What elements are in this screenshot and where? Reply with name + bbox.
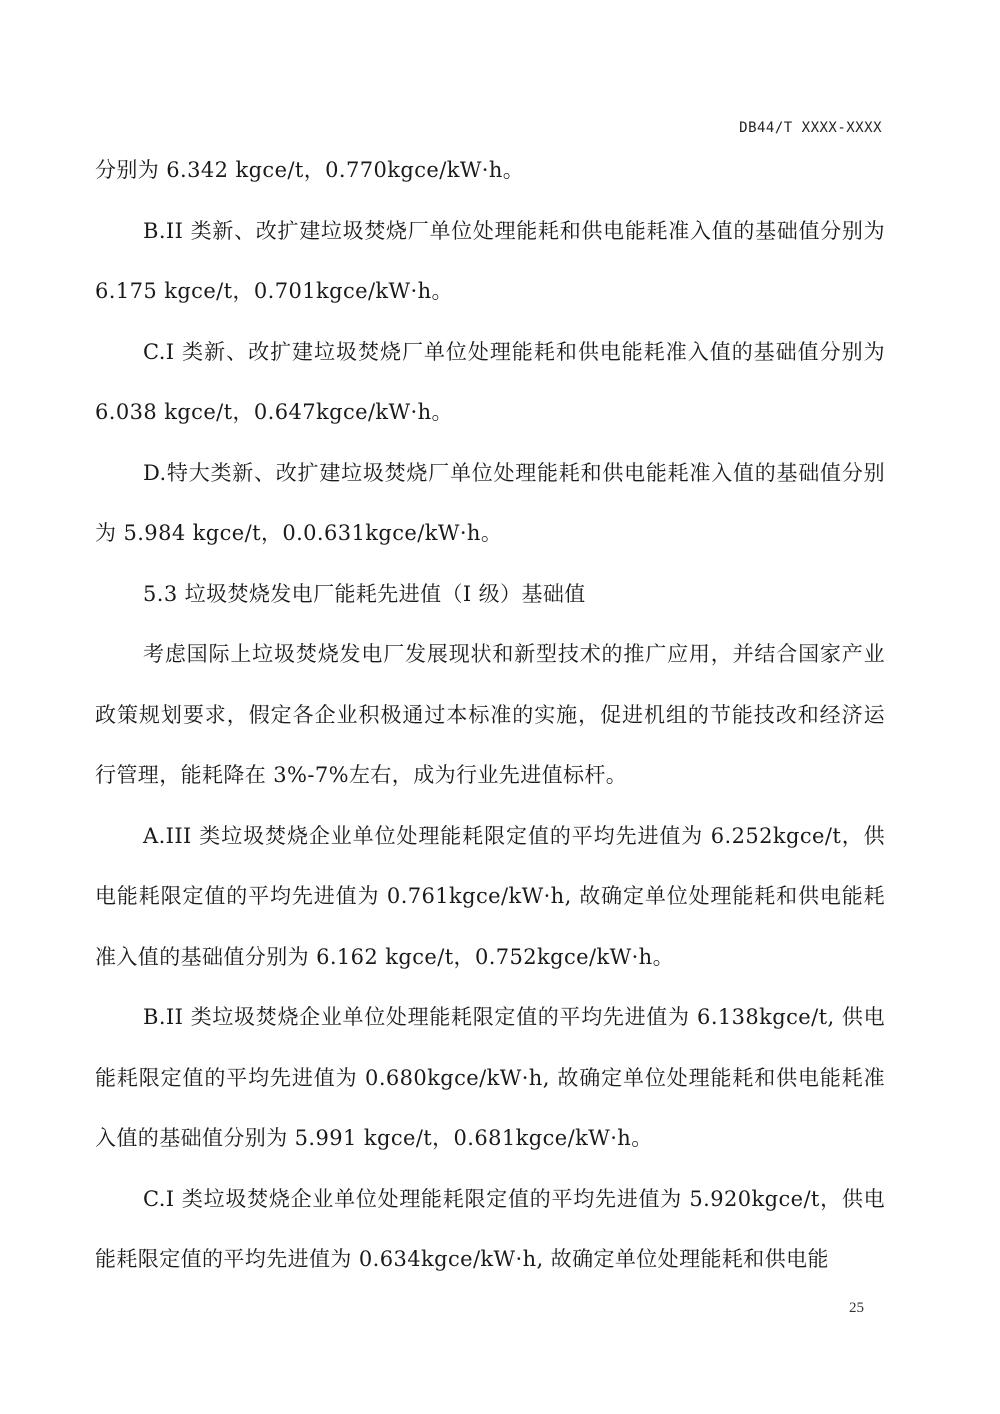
paragraph-class-ii-advanced: B.II 类垃圾焚烧企业单位处理能耗限定值的平均先进值为 6.138kgce/t, 供电能耗限定值的平均先进值为 0.680kgce/kW·h, 故确定单位处理能耗和供电能耗准入值的基础值分别为 5.991 kgce/t，0.681kgce/kW·h。 <box>95 1005 885 1150</box>
paragraph-advanced-intro: 考虑国际上垃圾焚烧发电厂发展现状和新型技术的推广应用，并结合国家产业政策规划要求，假定各企业积极通过本标准的实施，促进机组的节能技改和经济运行管理，能耗降在 3%-7%左右，成为行业先进值标杆。 <box>95 642 885 787</box>
section-heading-5-3: 5.3 垃圾焚烧发电厂能耗先进值（I 级）基础值 <box>143 581 586 606</box>
paragraph-class-ii-new: B.II 类新、改扩建垃圾焚烧厂单位处理能耗和供电能耗准入值的基础值分别为 6.175 kgce/t，0.701kgce/kW·h。 <box>95 218 885 303</box>
paragraph-class-i-new: C.I 类新、改扩建垃圾焚烧厂单位处理能耗和供电能耗准入值的基础值分别为 6.038 kgce/t，0.647kgce/kW·h。 <box>95 339 885 424</box>
document-code: DB44/T XXXX-XXXX <box>739 120 882 136</box>
paragraph-class-i-advanced: C.I 类垃圾焚烧企业单位处理能耗限定值的平均先进值为 5.920kgce/t，供电能耗限定值的平均先进值为 0.634kgce/kW·h, 故确定单位处理能耗和供电能 <box>95 1186 885 1271</box>
paragraph-continuation: 分别为 6.342 kgce/t，0.770kgce/kW·h。 <box>95 158 525 182</box>
page-number: 25 <box>849 1300 864 1316</box>
paragraph-class-iii-advanced: A.III 类垃圾焚烧企业单位处理能耗限定值的平均先进值为 6.252kgce/t，供电能耗限定值的平均先进值为 0.761kgce/kW·h, 故确定单位处理能耗和供电能耗准入值的基础值分别为 6.162 kgce/t，0.752kgce/kW·h。 <box>95 823 885 969</box>
document-body <box>95 140 885 1290</box>
paragraph-extra-large-new: D.特大类新、改扩建垃圾焚烧厂单位处理能耗和供电能耗准入值的基础值分别为 5.984 kgce/t，0.0.631kgce/kW·h。 <box>95 460 885 545</box>
